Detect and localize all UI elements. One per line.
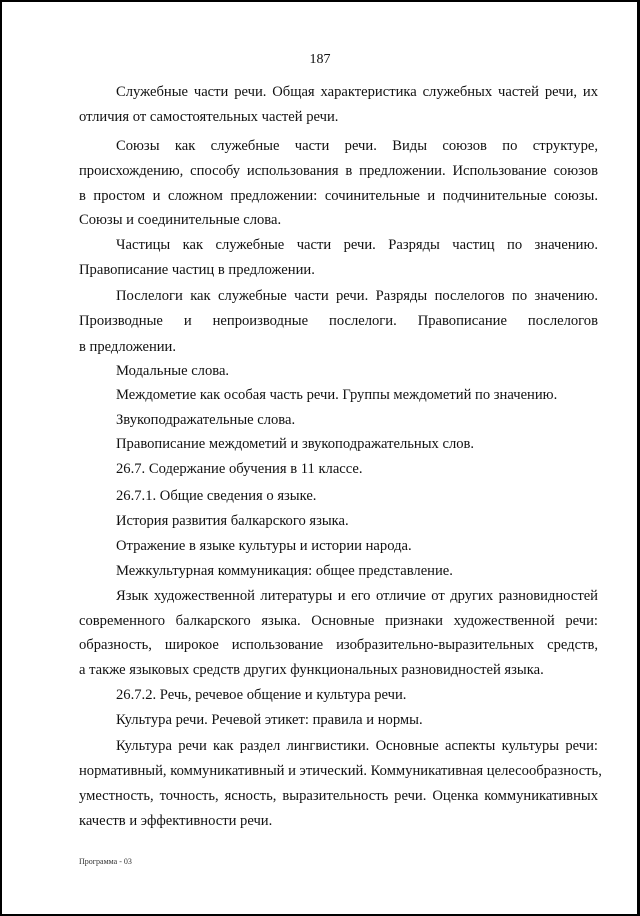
text-line: нормативный, коммуникативный и этический. Коммуникативная целесообразность, <box>79 763 602 779</box>
text-line: Междометие как особая часть речи. Группы междометий по значению. <box>116 387 558 403</box>
text-line: Частицы как служебные части речи. Разряды частиц по значению. <box>116 237 598 253</box>
text-line: Послелоги как служебные части речи. Разряды послелогов по значению. <box>116 288 598 304</box>
text-line: Модальные слова. <box>116 363 230 379</box>
text-line: Звукоподражательные слова. <box>116 412 296 428</box>
page-footer: Программа - 03 <box>79 857 132 866</box>
page-number: 187 <box>309 52 331 67</box>
text-line: современного балкарского языка. Основные признаки художественной речи: <box>79 613 598 629</box>
text-line: уместность, точность, ясность, выразительность речи. Оценка коммуникативных <box>79 788 598 804</box>
text-line: История развития балкарского языка. <box>116 513 349 529</box>
scan-border-top <box>0 0 640 2</box>
scan-border-left <box>0 0 2 916</box>
text-line: Культура речи. Речевой этикет: правила и нормы. <box>116 712 423 728</box>
text-line: а также языковых средств других функциональных разновидностей языка. <box>79 662 544 678</box>
text-line: в предложении. <box>79 339 177 355</box>
text-line: Язык художественной литературы и его отличие от других разновидностей <box>116 588 598 604</box>
text-line: Правописание междометий и звукоподражательных слов. <box>116 436 475 452</box>
text-line: отличия от самостоятельных частей речи. <box>79 109 339 125</box>
text-line: происхождению, способу использования в предложении. Использование союзов <box>79 163 598 179</box>
text-line: Межкультурная коммуникация: общее представление. <box>116 563 453 579</box>
section-heading: 26.7. Содержание обучения в 11 классе. <box>116 461 363 477</box>
section-heading: 26.7.1. Общие сведения о языке. <box>116 488 317 504</box>
text-line: Служебные части речи. Общая характеристика служебных частей речи, их <box>116 84 598 100</box>
section-heading: 26.7.2. Речь, речевое общение и культура речи. <box>116 687 407 703</box>
text-line: Союзы как служебные части речи. Виды союзов по структуре, <box>116 138 598 154</box>
text-line: Отражение в языке культуры и истории народа. <box>116 538 412 554</box>
text-line: Производные и непроизводные послелоги. Правописание послелогов <box>79 313 598 329</box>
text-line: качеств и эффективности речи. <box>79 813 273 829</box>
text-line: Правописание частиц в предложении. <box>79 262 315 278</box>
text-line: Культура речи как раздел лингвистики. Основные аспекты культуры речи: <box>116 738 598 754</box>
text-line: в простом и сложном предложении: сочинительные и подчинительные союзы. <box>79 188 598 204</box>
text-line: образность, широкое использование изобразительно-выразительных средств, <box>79 637 598 653</box>
text-line: Союзы и соединительные слова. <box>79 212 282 228</box>
